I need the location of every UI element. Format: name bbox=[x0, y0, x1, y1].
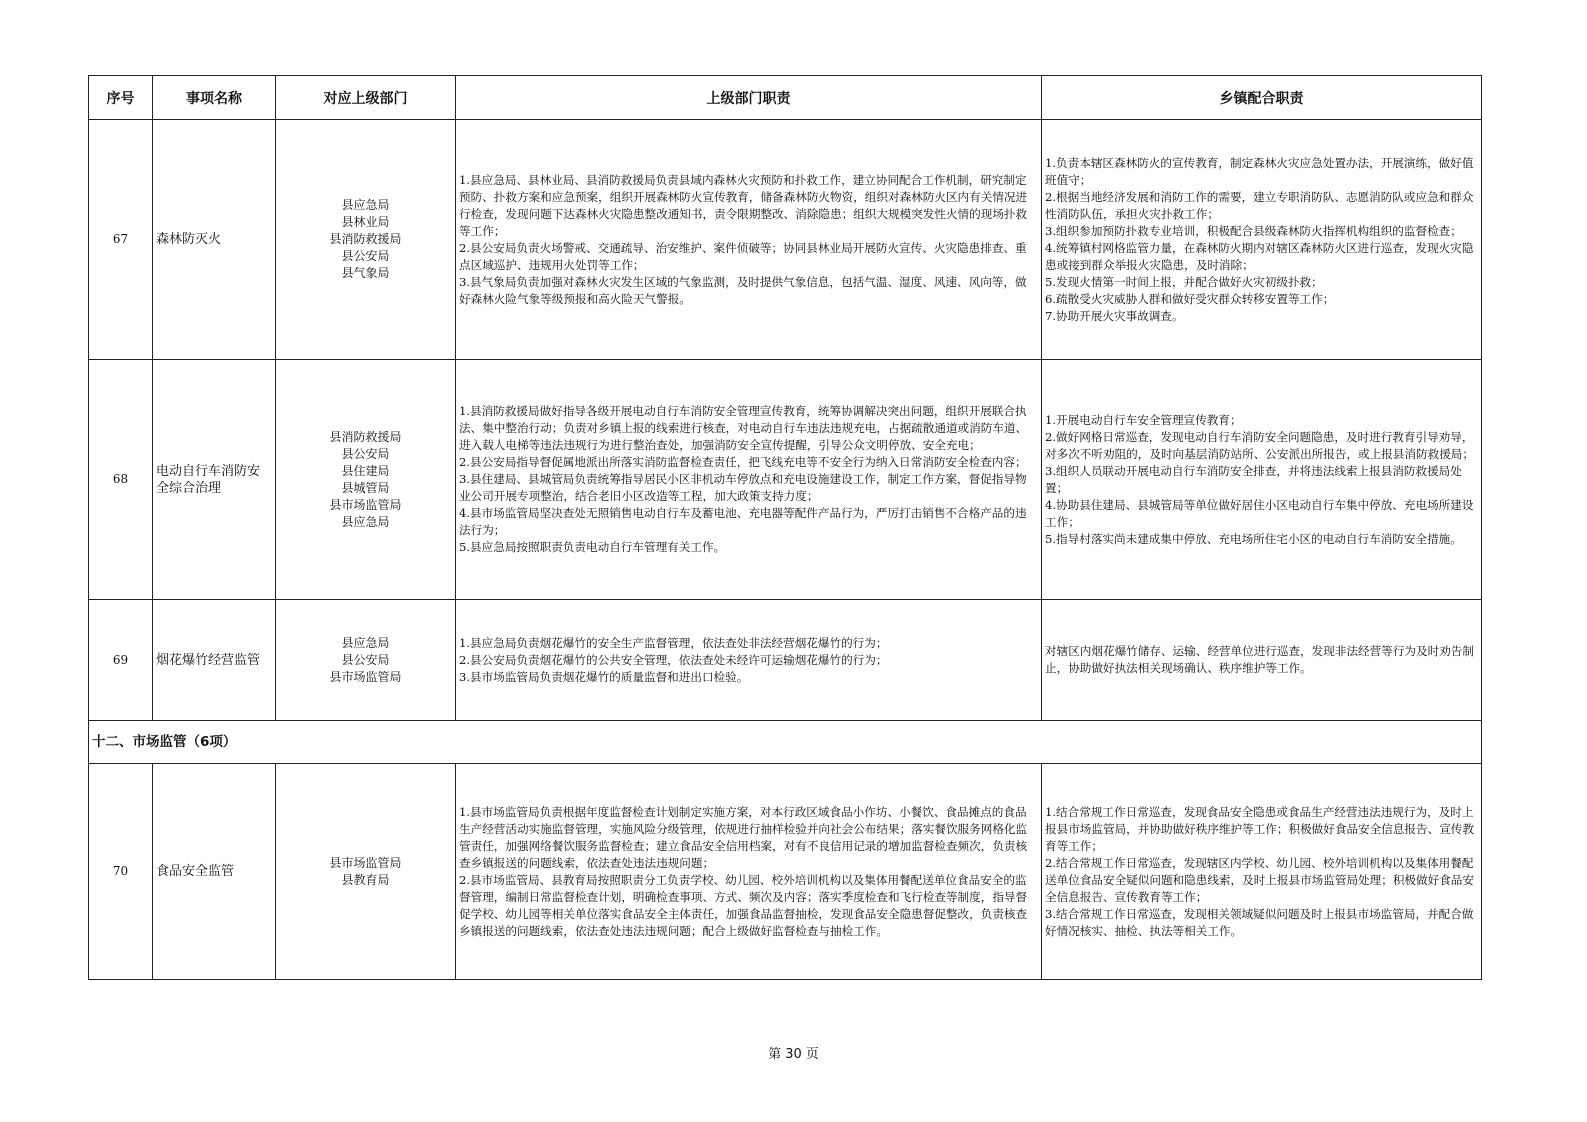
duty-item: 对辖区内烟花爆竹储存、运输、经营单位进行巡查，发现非法经营等行为及时劝告制止，协助做好执法相关现场确认、秩序维护等工作。 bbox=[1045, 644, 1474, 675]
duty-item: 3.组织人员联动开展电动自行车消防安全排查，并将违法线索上报县消防救援局处置； bbox=[1045, 463, 1462, 495]
row-name: 烟花爆竹经营监管 bbox=[153, 600, 276, 721]
row-upper-duty bbox=[456, 360, 1042, 600]
duty-item: 4.统筹镇村网格监管力量，在森林防火期内对辖区森林防火区进行巡查，发现火灾隐患或接到群众举报火灾隐患，及时消除； bbox=[1045, 240, 1474, 272]
row-name: 电动自行车消防安全综合治理 bbox=[153, 360, 276, 600]
duty-item: 7.协助开展火灾事故调查。 bbox=[1045, 308, 1184, 323]
row-seq: 68 bbox=[89, 360, 153, 600]
row-town-duty bbox=[1042, 360, 1482, 600]
dept-item: 县城管局 bbox=[341, 480, 390, 495]
row-name: 食品安全监管 bbox=[153, 764, 276, 980]
duty-item: 3.县市场监管局负责烟花爆竹的质量监督和进出口检验。 bbox=[459, 669, 749, 684]
duty-item: 1.开展电动自行车安全管理宣传教育； bbox=[1045, 412, 1242, 427]
dept-item: 县消防救援局 bbox=[329, 232, 402, 246]
dept-item: 县应急局 bbox=[341, 514, 390, 529]
duty-item: 3.组织参加预防扑救专业培训，积极配合县级森林防火指挥机构组织的监督检查； bbox=[1045, 223, 1462, 238]
dept-item: 县教育局 bbox=[341, 872, 390, 887]
row-depts bbox=[276, 360, 456, 600]
dept-item: 县市场监管局 bbox=[329, 497, 402, 512]
row-depts bbox=[276, 120, 456, 360]
row-town-duty bbox=[1042, 764, 1482, 980]
row-seq: 67 bbox=[89, 120, 153, 360]
duty-item: 2.结合常规工作日常巡查，发现辖区内学校、幼儿园、校外培训机构以及集体用餐配送单位食品安全疑似问题和隐患线索，及时上报县市场监管局处理；积极做好食品安全信息报告、宣传教育等工作； bbox=[1045, 855, 1474, 904]
duty-item: 2.县公安局指导督促属地派出所落实消防监督检查责任，把飞线充电等不安全行为纳入日常消防安全检查内容； bbox=[459, 455, 1027, 469]
table-row bbox=[89, 120, 1482, 360]
duty-item: 6.疏散受火灾威胁人群和做好受灾群众转移安置等工作； bbox=[1045, 291, 1335, 306]
duty-item: 2.根据当地经济发展和消防工作的需要，建立专职消防队、志愿消防队或应急和群众性消防队伍，承担火灾扑救工作； bbox=[1045, 189, 1474, 221]
table-row bbox=[89, 360, 1482, 600]
row-upper-duty bbox=[456, 764, 1042, 980]
row-upper-duty bbox=[456, 120, 1042, 360]
duty-item: 1.县市场监管局负责根据年度监督检查计划制定实施方案，对本行政区域食品小作坊、小餐饮、食品摊点的食品生产经营活动实施监督管理，实施风险分级管理，依规进行抽样检验并向社会公布结果；落实餐饮服务网格化监管责任，加强网络餐饮服务监督检查；建立食品安全信用档案，对有不良信用记录的增加监督检查频次，负责核查乡镇报送的问题线索，依法查处违法违规问题； bbox=[459, 804, 1028, 870]
duty-item: 5.指导村落实尚未建成集中停放、充电场所住宅小区的电动自行车消防安全措施。 bbox=[1045, 531, 1462, 546]
dept-item: 县住建局 bbox=[341, 463, 390, 478]
dept-item: 县应急局 bbox=[341, 198, 390, 212]
duty-item: 5.发现火情第一时间上报，并配合做好火灾初级扑救； bbox=[1045, 274, 1323, 289]
table-row bbox=[89, 764, 1482, 980]
row-seq: 69 bbox=[89, 600, 153, 721]
duty-item: 1.负责本辖区森林防火的宣传教育，制定森林火灾应急处置办法，开展演练，做好值班值守； bbox=[1045, 155, 1474, 187]
responsibility-table bbox=[88, 75, 1482, 980]
dept-item: 县市场监管局 bbox=[329, 669, 402, 684]
section-heading: 十二、市场监管（6项） bbox=[89, 721, 1482, 764]
duty-item: 2.县公安局负责烟花爆竹的公共安全管理，依法查处未经许可运输烟花爆竹的行为； bbox=[459, 652, 888, 667]
header-seq: 序号 bbox=[89, 76, 153, 120]
section-row bbox=[89, 721, 1482, 764]
page-number: 第 30 页 bbox=[768, 1047, 819, 1062]
dept-item: 县消防救援局 bbox=[329, 429, 402, 444]
row-depts bbox=[276, 764, 456, 980]
header-dept: 对应上级部门 bbox=[276, 76, 456, 120]
duty-item: 3.县气象局负责加强对森林火灾发生区域的气象监测，及时提供气象信息，包括气温、湿度、风速、风向等，做好森林火险气象等级预报和高火险天气警报。 bbox=[459, 274, 1027, 306]
duty-item: 1.县应急局负责烟花爆竹的安全生产监督管理，依法查处非法经营烟花爆竹的行为； bbox=[459, 635, 888, 650]
duty-item: 1.县消防救援局做好指导各级开展电动自行车消防安全管理宣传教育，统筹协调解决突出问题，组织开展联合执法、集中整治行动；负责对乡镇上报的线索进行核查，对电动自行车违法违规充电，占据疏散通道或消防车道、进入载人电梯等违法违规行为进行整治查处，加强消防安全宣传提醒，引导公众文明停放、安全充电； bbox=[459, 404, 1028, 452]
table-row bbox=[89, 600, 1482, 721]
duty-item: 4.县市场监管局坚决查处无照销售电动自行车及蓄电池、充电器等配件产品行为，严厉打击销售不合格产品的违法行为； bbox=[459, 506, 1027, 537]
header-upper-duty: 上级部门职责 bbox=[456, 76, 1042, 120]
table-header-row bbox=[89, 76, 1482, 120]
dept-item: 县林业局 bbox=[341, 215, 390, 229]
row-town-duty bbox=[1042, 120, 1482, 360]
header-town-duty: 乡镇配合职责 bbox=[1042, 76, 1482, 120]
duty-item: 2.县公安局负责火场警戒、交通疏导、治安维护、案件侦破等；协同县林业局开展防火宣传、火灾隐患排查、重点区域巡护、违规用火处罚等工作； bbox=[459, 240, 1027, 272]
dept-item: 县市场监管局 bbox=[329, 855, 402, 870]
dept-item: 县气象局 bbox=[341, 266, 390, 280]
row-upper-duty bbox=[456, 600, 1042, 721]
duty-item: 2.做好网格日常巡查，发现电动自行车消防安全问题隐患，及时进行教育引导劝导，对多次不听劝阻的，及时向基层消防站所、公安派出所报告，或上报县消防救援局； bbox=[1045, 429, 1474, 461]
duty-item: 3.结合常规工作日常巡查，发现相关领域疑似问题及时上报县市场监管局，并配合做好情况核实、抽检、执法等相关工作。 bbox=[1045, 906, 1474, 938]
dept-item: 县应急局 bbox=[341, 635, 390, 650]
duty-item: 2.县市场监管局、县教育局按照职责分工负责学校、幼儿园、校外培训机构以及集体用餐配送单位食品安全的监督管理，编制日常监督检查计划，明确检查事项、方式、频次及内容；落实季度检查和飞行检查等制度，指导督促学校、幼儿园等相关单位落实食品安全主体责任，加强食品监督抽检，发现食品安全隐患督促整改，负责核查乡镇报送的问题线索，依法查处违法违规问题；配合上级做好监督检查与抽检工作。 bbox=[459, 872, 1028, 938]
duty-item: 1.县应急局、县林业局、县消防救援局负责县域内森林火灾预防和扑救工作，建立协同配合工作机制，研究制定预防、扑救方案和应急预案，组织开展森林防火宣传教育，储备森林防火物资，组织对森林防火区内有关情况进行检查，发现问题下达森林火灾隐患整改通知书，责令限期整改、消除隐患；组织大规模突发性火情的现场扑救等工作； bbox=[459, 172, 1028, 238]
dept-item: 县公安局 bbox=[341, 249, 390, 263]
duty-item: 3.县住建局、县城管局负责统筹指导居民小区非机动车停放点和充电设施建设工作，制定工作方案，督促指导物业公司开展专项整治，结合老旧小区改造等工程，加大政策支持力度； bbox=[459, 472, 1027, 503]
duty-item: 1.结合常规工作日常巡查，发现食品安全隐患或食品生产经营违法违规行为，及时上报县市场监管局，并协助做好秩序维护等工作；积极做好食品安全信息报告、宣传教育等工作； bbox=[1045, 804, 1474, 853]
dept-item: 县公安局 bbox=[341, 446, 390, 461]
row-seq: 70 bbox=[89, 764, 153, 980]
row-town-duty bbox=[1042, 600, 1482, 721]
duty-item: 5.县应急局按照职责负责电动自行车管理有关工作。 bbox=[459, 540, 726, 554]
row-name: 森林防灭火 bbox=[153, 120, 276, 360]
dept-item: 县公安局 bbox=[341, 652, 390, 667]
header-name: 事项名称 bbox=[153, 76, 276, 120]
row-depts bbox=[276, 600, 456, 721]
duty-item: 4.协助县住建局、县城管局等单位做好居住小区电动自行车集中停放、充电场所建设工作； bbox=[1045, 497, 1474, 529]
